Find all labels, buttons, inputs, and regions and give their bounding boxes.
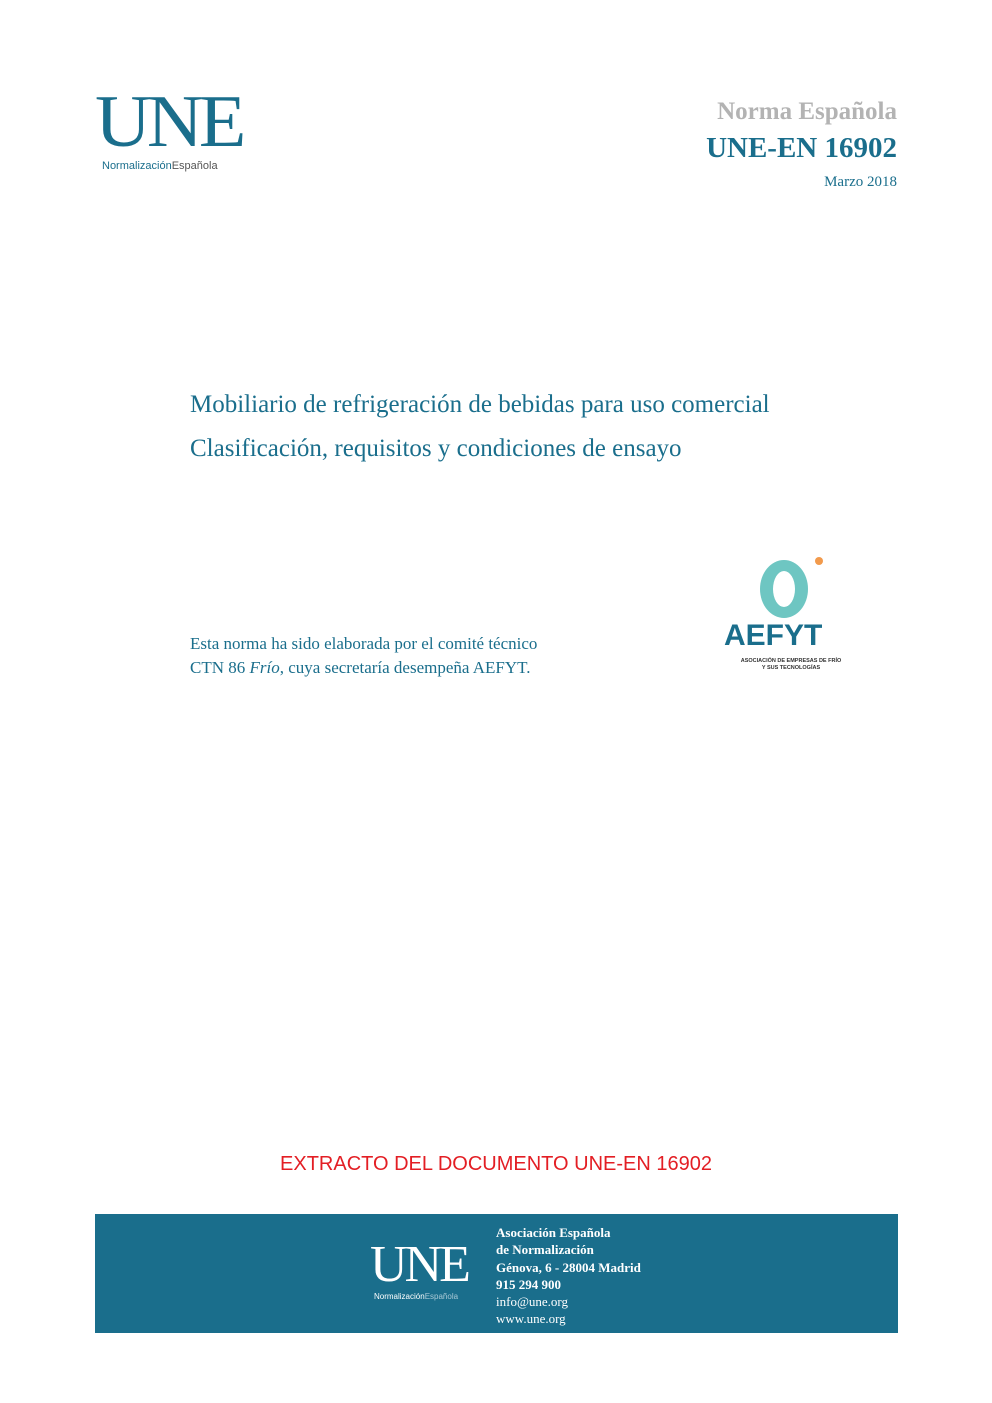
une-logo-mark: UNE — [95, 81, 243, 163]
committee-line-2 — [190, 656, 660, 680]
norma-code: UNE-EN 16902 — [706, 132, 897, 164]
une-logo-tagline-a: Normalización — [102, 160, 172, 172]
footer-logo-tagline-a: Normalización — [374, 1292, 425, 1301]
une-logo-tagline-b: Española — [171, 160, 218, 172]
footer-logo-tagline-b: Española — [424, 1292, 459, 1301]
une-logo-tagline — [102, 160, 218, 172]
document-title — [190, 388, 850, 466]
footer-logo-mark: UNE — [370, 1236, 468, 1293]
committee-statement — [190, 632, 660, 680]
title-main: Mobiliario de refrigeración de bebidas para uso comercial — [190, 391, 770, 418]
committee-line-1: Esta norma ha sido elaborada por el comité técnico — [190, 634, 538, 653]
committee-prefix: CTN 86 — [190, 658, 250, 677]
committee-suffix: , cuya secretaría desempeña AEFYT. — [279, 658, 531, 677]
aefyt-subtitle: ASOCIACIÓN DE EMPRESAS DE FRÍO Y SUS TECNOLOGÍAS — [740, 658, 842, 671]
norma-label: Norma Española — [717, 98, 897, 125]
footer-email[interactable]: info@une.org — [496, 1294, 569, 1310]
footer-band — [95, 1214, 898, 1333]
committee-name: Frío — [249, 658, 280, 677]
footer-web[interactable]: www.une.org — [496, 1311, 566, 1327]
footer-org-line-2: de Normalización — [496, 1242, 594, 1258]
footer-address: Génova, 6 - 28004 Madrid — [496, 1259, 641, 1275]
une-logo — [95, 81, 243, 178]
aefyt-name: AEFYT — [724, 619, 823, 652]
footer-logo-tagline — [374, 1292, 458, 1301]
title-subtitle: Clasificación, requisitos y condiciones de ensayo — [190, 435, 682, 462]
aefyt-ring-icon — [718, 553, 864, 623]
footer-org-line-1: Asociación Española — [496, 1225, 611, 1240]
footer-phone: 915 294 900 — [496, 1276, 561, 1292]
standard-header — [706, 96, 897, 191]
extract-notice: EXTRACTO DEL DOCUMENTO UNE-EN 16902 — [280, 1153, 712, 1175]
publication-date: Marzo 2018 — [824, 174, 897, 190]
footer-contact — [496, 1224, 641, 1328]
footer-une-logo — [370, 1236, 480, 1313]
aefyt-logo — [718, 553, 864, 675]
